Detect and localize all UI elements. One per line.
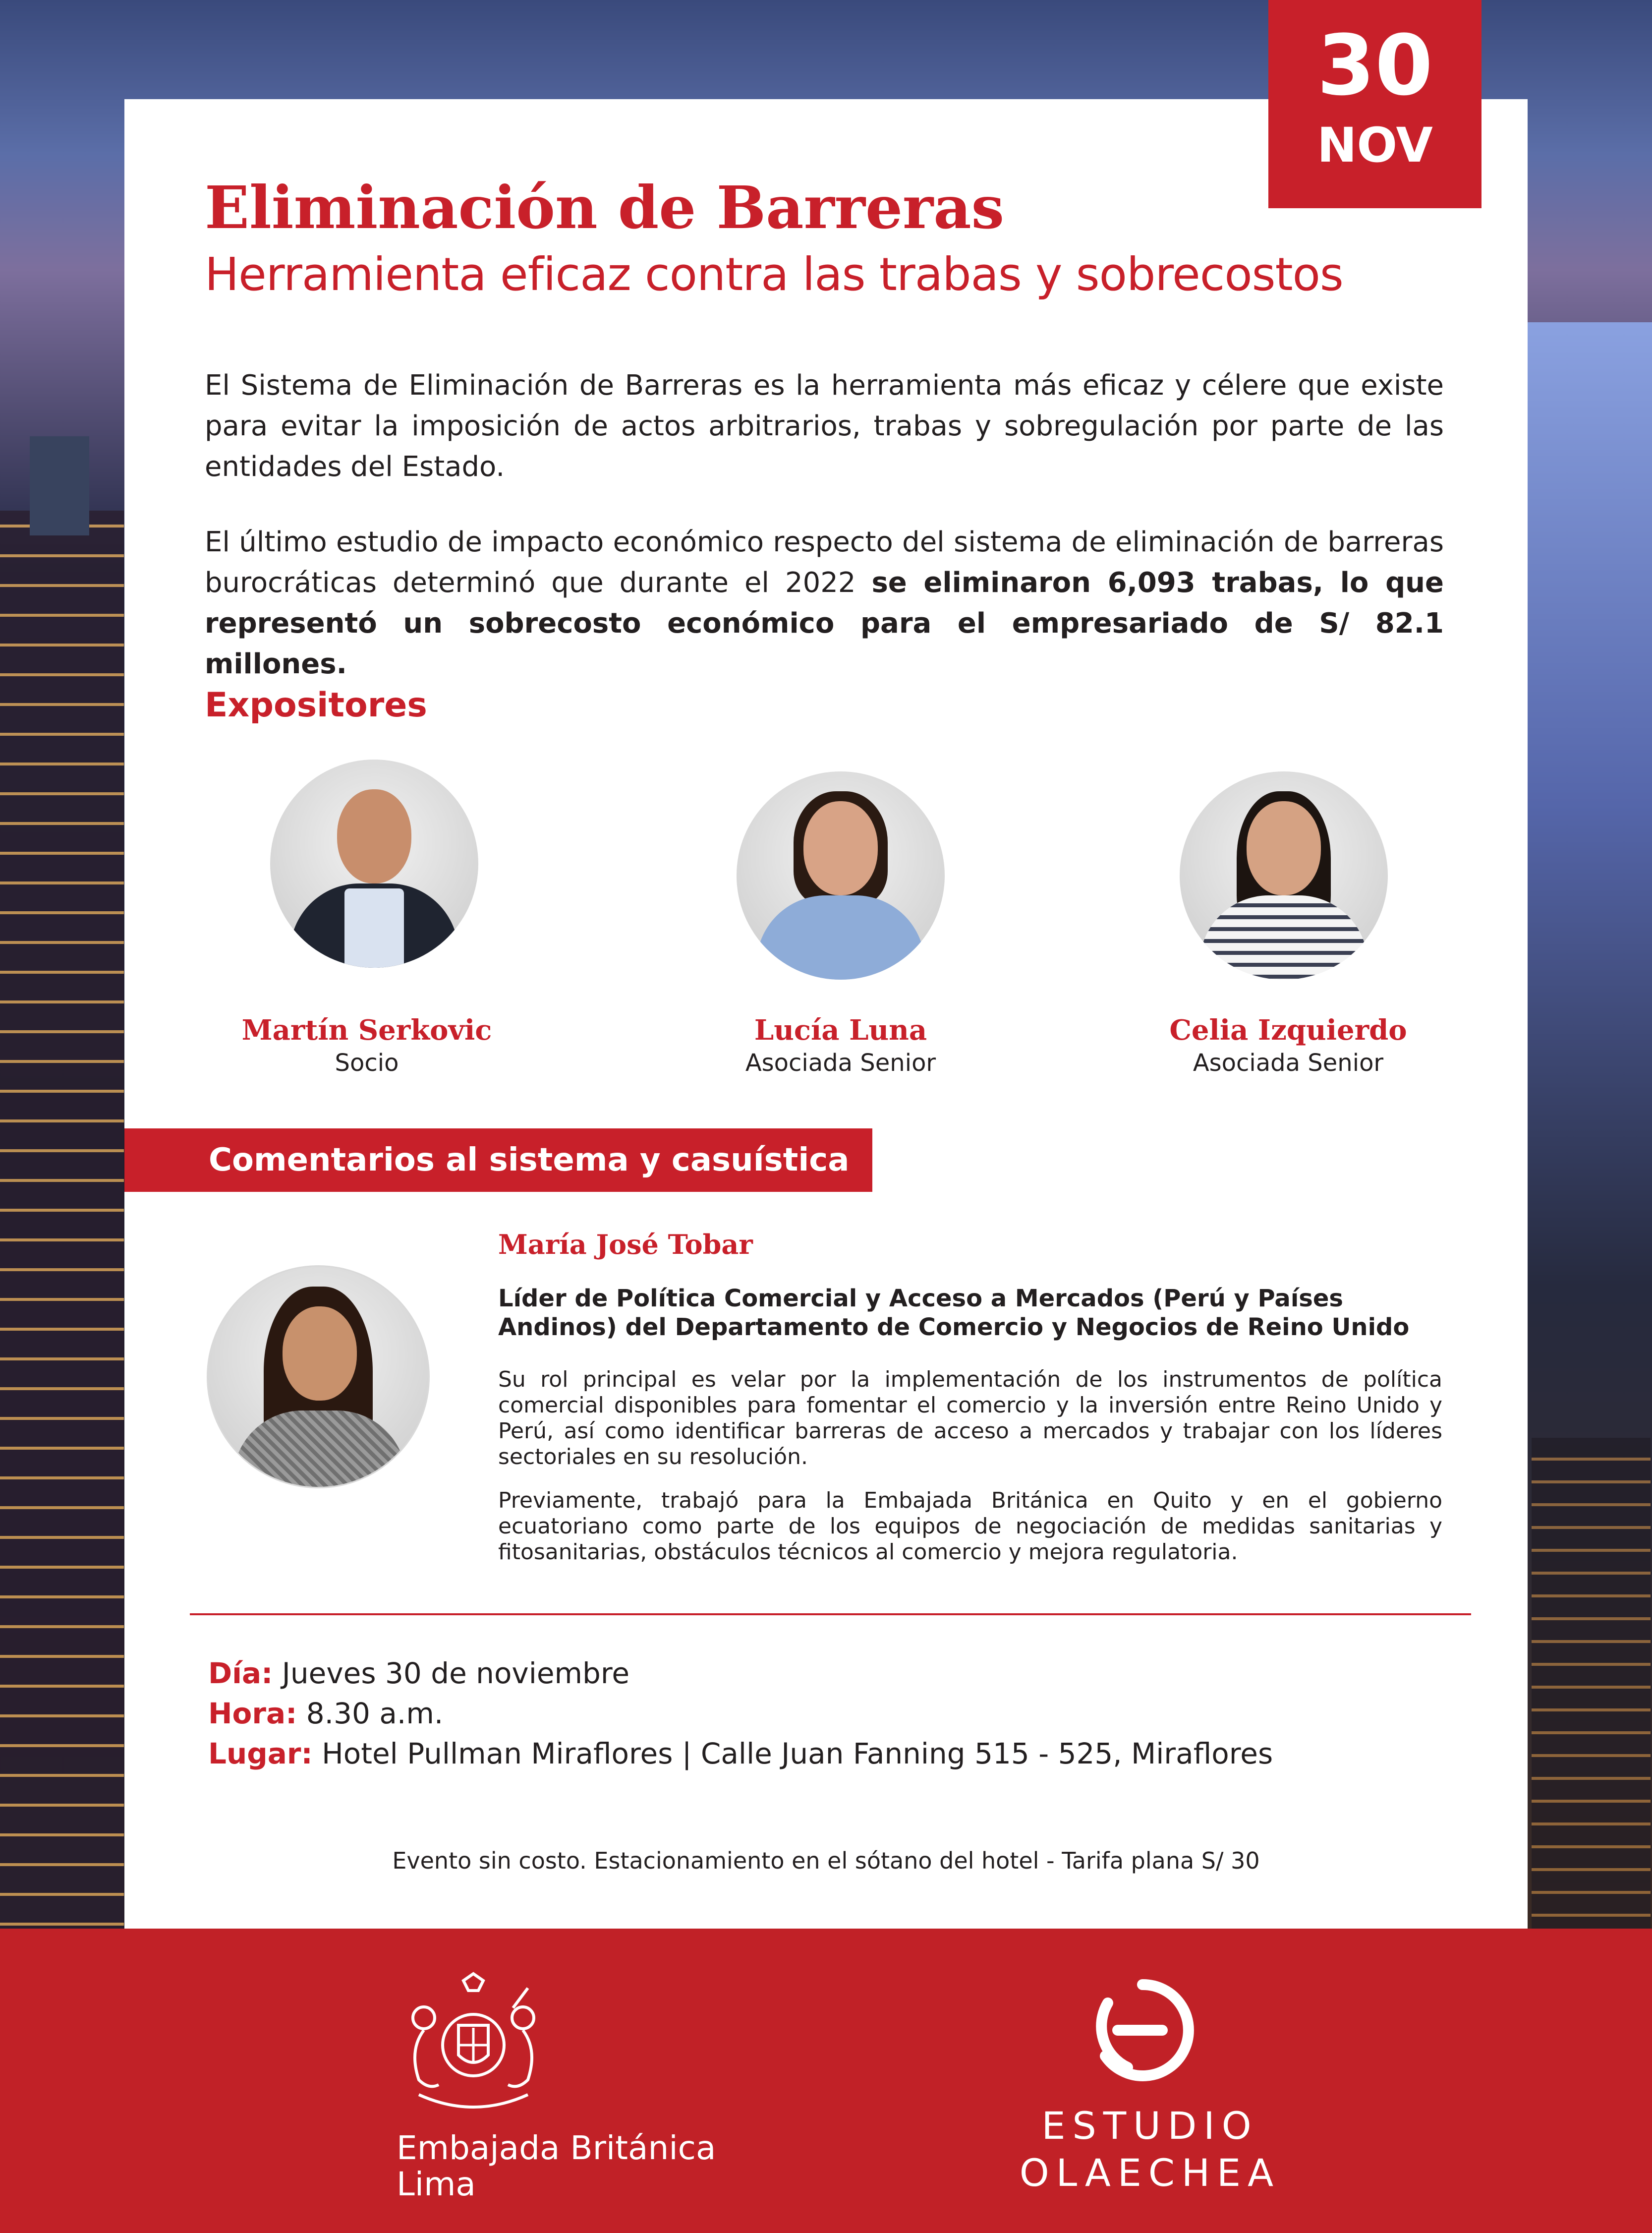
speaker-name-2: Lucía Luna xyxy=(754,1014,927,1047)
speaker-role-1: Socio xyxy=(335,1049,399,1077)
building-left xyxy=(0,511,124,1929)
speaker-role-3: Asociada Senior xyxy=(1193,1049,1384,1077)
speaker-photo-3 xyxy=(1180,771,1388,980)
guest-speaker-photo-body xyxy=(233,1410,406,1488)
event-day-label: Día: xyxy=(208,1656,273,1690)
intro-paragraph-1: El Sistema de Eliminación de Barreras es la herramienta más eficaz y célere que existe para evitar la imposición de actos arbitrarios, trabas y sobregulación por parte de las entidades del Estado. xyxy=(205,369,1444,483)
intro-paragraph-2 xyxy=(205,522,1444,685)
event-time-value: 8.30 a.m. xyxy=(297,1697,444,1730)
intro-paragraph-2-highlight: se eliminaron 6,093 trabas, lo que representó un sobrecosto económico para el empresariado de S/ 82.1 millones. xyxy=(205,567,1444,680)
date-month: NOV xyxy=(1317,118,1433,173)
speakers-heading: Expositores xyxy=(205,686,427,725)
speaker-photo-2 xyxy=(737,771,945,980)
event-note: Evento sin costo. Estacionamiento en el sótano del hotel - Tarifa plana S/ 30 xyxy=(392,1847,1260,1874)
comments-banner xyxy=(124,1128,872,1192)
firm-name-line-1: ESTUDIO xyxy=(1041,2104,1258,2148)
speaker-role-2: Asociada Senior xyxy=(745,1049,936,1077)
guest-speaker-role: Líder de Política Comercial y Acceso a Mercados (Perú y Países Andinos) del Departamento de Comercio y Negocios de Reino Unido xyxy=(498,1285,1410,1341)
guest-speaker-bio-2: Previamente, trabajó para la Embajada Británica en Quito y en el gobierno ecuatoriano como parte de los equipos de negociación de medidas sanitarias y fitosanitarias, obstáculos técnicos al comercio y mejora regulatoria. xyxy=(498,1488,1442,1565)
embassy-name: Embajada Británica xyxy=(397,2129,716,2167)
guest-speaker-photo xyxy=(207,1265,430,1488)
royal-coat-of-arms-icon xyxy=(389,1971,558,2119)
event-place xyxy=(208,1739,1273,1768)
event-subtitle: Herramienta eficaz contra las trabas y sobrecostos xyxy=(205,248,1343,301)
footer-band xyxy=(0,1929,1652,2233)
event-place-label: Lugar: xyxy=(208,1737,313,1770)
speaker-photo-2-body xyxy=(756,895,925,980)
event-time-label: Hora: xyxy=(208,1697,297,1730)
date-day: 30 xyxy=(1317,17,1433,114)
intro-paragraph-2-text: El último estudio de impacto económico respecto del sistema de eliminación de barreras burocráticas determinó que durante el 2022 xyxy=(205,526,1444,599)
date-badge xyxy=(1268,0,1481,208)
speaker-photo-2-face xyxy=(803,801,878,895)
speaker-name-1: Martín Serkovic xyxy=(241,1014,492,1047)
speaker-name-3: Celia Izquierdo xyxy=(1169,1014,1407,1047)
guest-speaker-name: María José Tobar xyxy=(498,1229,753,1260)
event-place-value: Hotel Pullman Miraflores | Calle Juan Fanning 515 - 525, Miraflores xyxy=(312,1737,1273,1770)
event-day-value: Jueves 30 de noviembre xyxy=(273,1656,630,1690)
olaechea-logo-icon xyxy=(1088,1976,1197,2085)
building-left-tower xyxy=(30,436,89,535)
divider-line xyxy=(190,1613,1471,1615)
firm-name-line-2: OLAECHEA xyxy=(1019,2151,1281,2195)
event-time xyxy=(208,1699,443,1728)
speaker-photo-1-face xyxy=(337,789,411,883)
speaker-photo-3-body xyxy=(1199,895,1368,980)
event-day xyxy=(208,1656,630,1690)
embassy-city: Lima xyxy=(397,2165,476,2203)
speaker-photo-1-shirt xyxy=(344,888,404,968)
guest-speaker-bio-1: Su rol principal es velar por la implementación de los instrumentos de política comercial disponibles para fomentar el comercio y la inversión entre Reino Unido y Perú, así como identificar barreras de acceso a mercados y trabajar con los líderes sectoriales en su resolución. xyxy=(498,1367,1442,1469)
event-title: Eliminación de Barreras xyxy=(205,173,1005,242)
guest-speaker-photo-face xyxy=(283,1306,357,1401)
speaker-photo-1 xyxy=(270,760,478,968)
comments-banner-label: Comentarios al sistema y casuística xyxy=(209,1142,850,1178)
speaker-photo-3-face xyxy=(1247,801,1321,895)
